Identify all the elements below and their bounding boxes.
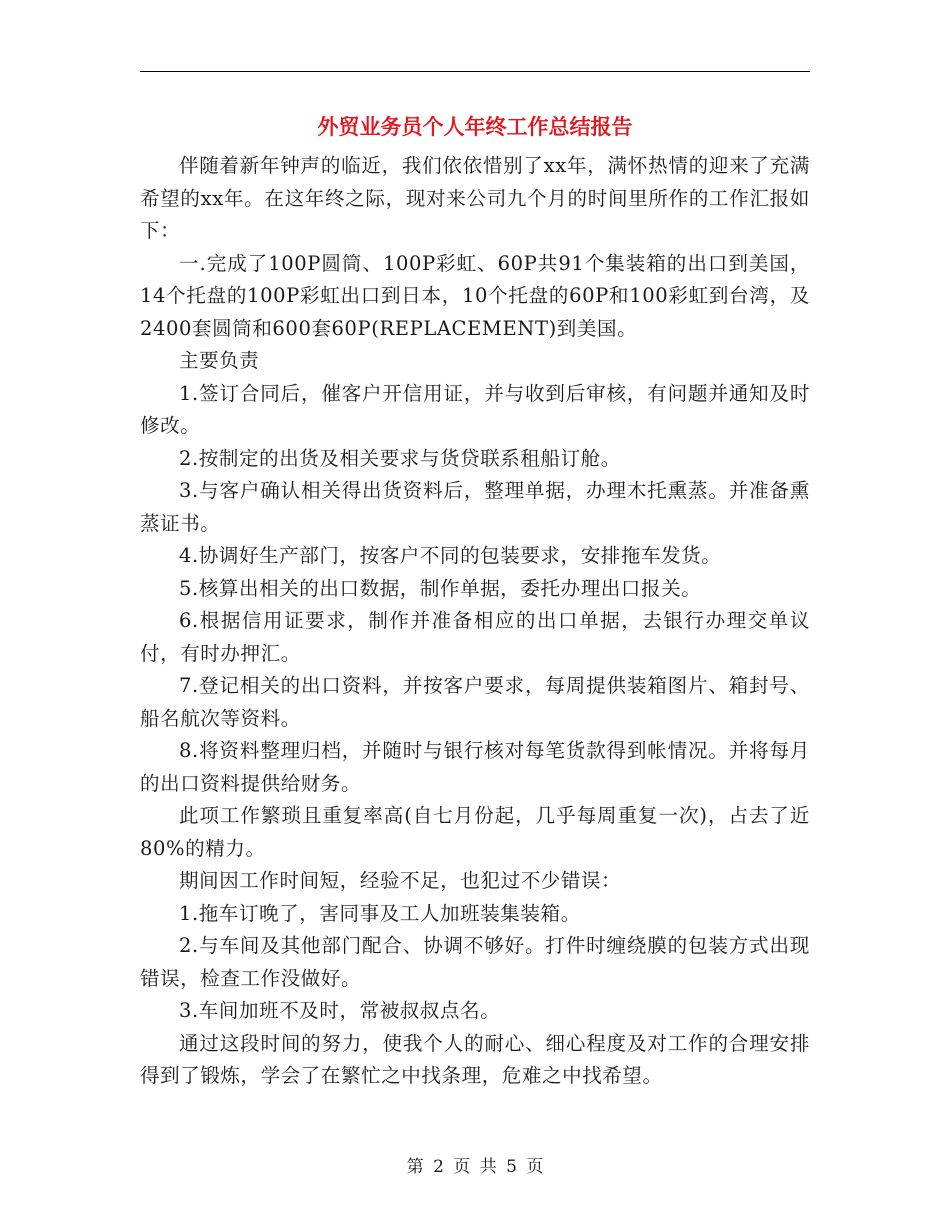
paragraph-responsibilities-heading: 主要负责	[179, 349, 260, 372]
paragraph-mistake-1: 1.拖车订晚了，害同事及工人加班装集装箱。	[179, 901, 581, 925]
paragraph-workload: 此项工作繁琐且重复率高(自七月份起，几乎每周重复一次)，占去了近80%的精力。	[140, 804, 810, 860]
paragraph-duty-4: 4.协调好生产部门，按客户不同的包装要求，安排拖车发货。	[179, 544, 722, 567]
paragraph-mistake-2: 2.与车间及其他部门配合、协调不够好。打件时缠绕膜的包装方式出现错误，检查工作没做好。	[140, 934, 810, 990]
page-number-footer: 第 2 页 共 5 页	[406, 1157, 544, 1177]
paragraph-intro: 伴随着新年钟声的临近，我们依依惜别了xx年，满怀热情的迎来了充满希望的xx年。在这年终之际，现对来公司九个月的时间里所作的工作汇报如下：	[140, 154, 810, 242]
paragraph-mistakes-heading: 期间因工作时间短，经验不足，也犯过不少错误：	[179, 869, 622, 892]
paragraph-duty-6: 6.根据信用证要求，制作并准备相应的出口单据，去银行办理交单议付，有时办押汇。	[140, 609, 810, 665]
header-rule	[140, 71, 810, 72]
paragraph-duty-2: 2.按制定的出货及相关要求与货贷联系租船订舱。	[179, 446, 621, 470]
paragraph-conclusion: 通过这段时间的努力，使我个人的耐心、细心程度及对工作的合理安排得到了锻炼，学会了在繁忙之中找条理，危难之中找希望。	[140, 1031, 810, 1087]
paragraph-mistake-3: 3.车间加班不及时，常被叔叔点名。	[179, 999, 501, 1022]
paragraph-achievements: 一.完成了100P圆筒、100P彩虹、60P共91个集装箱的出口到美国，14个托盘的100P彩虹出口到日本，10个托盘的60P和100彩虹到台湾，及2400套圆筒和600套60P(REPLACEMENT)到美国。	[140, 251, 810, 340]
paragraph-duty-5: 5.核算出相关的出口数据，制作单据，委托办理出口报关。	[179, 576, 702, 600]
document-body	[140, 150, 810, 1093]
document-title: 外贸业务员个人年终工作总结报告	[317, 115, 633, 139]
paragraph-duty-3: 3.与客户确认相关得出货资料后，整理单据，办理木托熏蒸。并准备熏蒸证书。	[140, 479, 810, 535]
paragraph-duty-8: 8.将资料整理归档，并随时与银行核对每笔货款得到帐情况。并将每月的出口资料提供给财务。	[140, 739, 810, 795]
paragraph-duty-7: 7.登记相关的出口资料，并按客户要求，每周提供装箱图片、箱封号、船名航次等资料。	[140, 674, 810, 730]
paragraph-duty-1: 1.签订合同后，催客户开信用证，并与收到后审核，有问题并通知及时修改。	[140, 381, 810, 437]
